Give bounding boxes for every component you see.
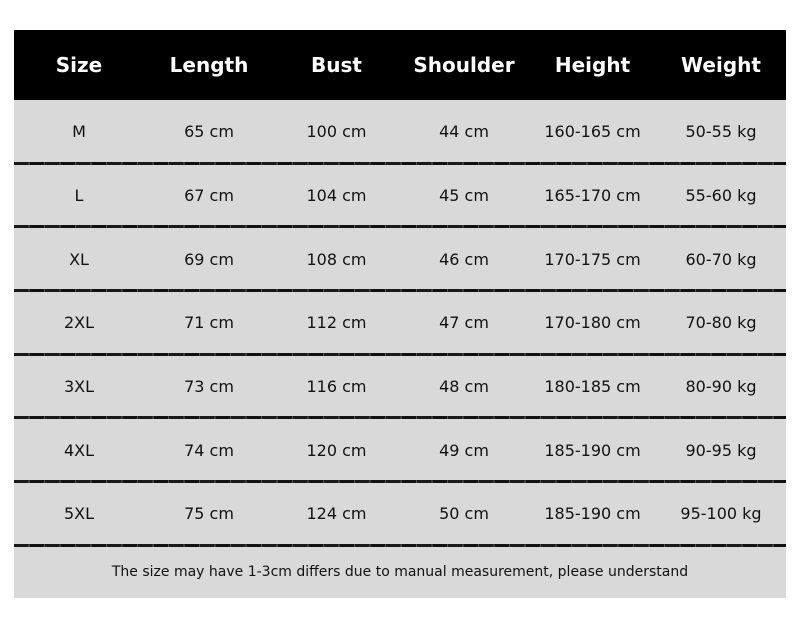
cell-weight: 95-100 kg [680,504,762,524]
cell-shoulder: 50 cm [439,504,489,524]
cell-height: 165-170 cm [544,186,641,206]
cell-size: L [74,186,84,206]
cell-height: 170-175 cm [544,249,641,269]
cell-height: 170-180 cm [544,313,641,333]
cell-length: 74 cm [184,440,234,460]
table-row [14,100,786,164]
cell-shoulder: 46 cm [439,249,489,269]
table-row [14,418,786,482]
cell-weight: 55-60 kg [685,186,757,206]
cell-bust: 120 cm [306,440,367,460]
header-bust: Bust [311,53,362,77]
cell-shoulder: 48 cm [439,377,489,397]
size-chart-body [14,100,786,546]
cell-length: 65 cm [184,122,234,142]
header-weight: Weight [681,53,761,77]
cell-shoulder: 47 cm [439,313,489,333]
cell-shoulder: 44 cm [439,122,489,142]
cell-bust: 108 cm [306,249,367,269]
table-row [14,291,786,355]
cell-size: 2XL [63,313,95,333]
cell-weight: 50-55 kg [685,122,757,142]
cell-height: 180-185 cm [544,377,641,397]
cell-size: 5XL [63,504,95,524]
cell-height: 160-165 cm [544,122,641,142]
cell-shoulder: 45 cm [439,186,489,206]
table-row [14,164,786,228]
cell-weight: 90-95 kg [685,440,757,460]
measurement-note: The size may have 1-3cm differs due to manual measurement, please understand [111,564,689,580]
table-row [14,482,786,546]
table-row [14,227,786,291]
cell-length: 71 cm [184,313,234,333]
cell-bust: 116 cm [306,377,367,397]
cell-length: 73 cm [184,377,234,397]
cell-length: 75 cm [184,504,234,524]
cell-weight: 70-80 kg [685,313,757,333]
cell-weight: 60-70 kg [685,249,757,269]
table-row [14,355,786,419]
header-size: Size [55,53,103,77]
cell-length: 69 cm [184,249,234,269]
header-shoulder: Shoulder [413,53,515,77]
cell-weight: 80-90 kg [685,377,757,397]
cell-height: 185-190 cm [544,504,641,524]
cell-bust: 104 cm [306,186,367,206]
cell-shoulder: 49 cm [439,440,489,460]
cell-size: 3XL [63,377,95,397]
cell-bust: 124 cm [306,504,367,524]
header-height: Height [554,53,631,77]
cell-bust: 112 cm [306,313,367,333]
cell-length: 67 cm [184,186,234,206]
size-chart-header [14,30,786,100]
cell-size: 4XL [63,440,95,460]
cell-size: M [72,122,86,142]
header-length: Length [169,53,249,77]
cell-bust: 100 cm [306,122,367,142]
cell-size: XL [69,249,89,269]
cell-height: 185-190 cm [544,440,641,460]
size-chart [14,30,786,598]
